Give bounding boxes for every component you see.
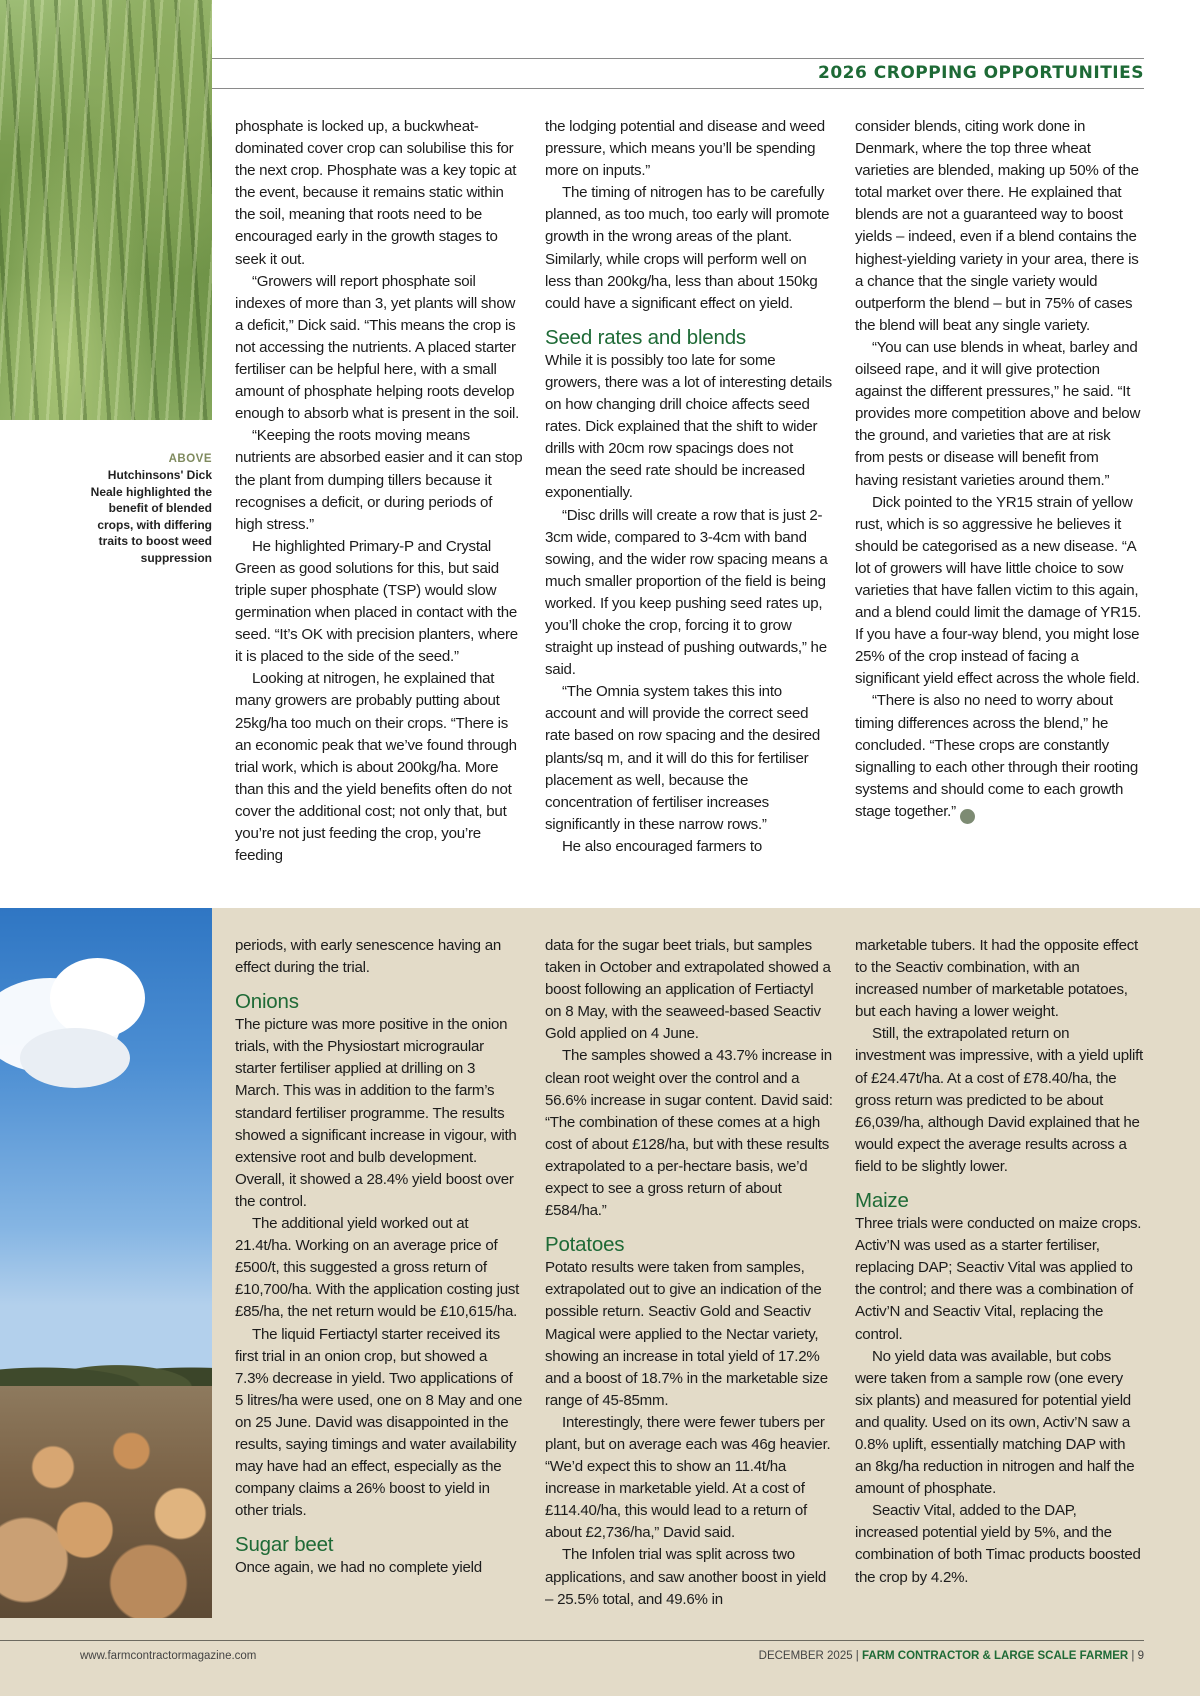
subheading-onions: Onions (235, 990, 299, 1014)
paragraph: “Growers will report phosphate soil indexes of more than 3, yet plants will show a deficit,” Dick said. “This means the crop is not accessing the nutrients. A placed starter fertiliser can be helpful here, with a small amount of phosphate helping roots develop enough to absorb what is present in the soil. (235, 272, 520, 423)
paragraph: “The Omnia system takes this into account and will provide the correct seed rate based on row spacing and the desired plants/sq m, and it will do this for fertiliser placement as well, because the concentration of fertiliser increases significantly in these narrow rows.” (545, 683, 821, 833)
paragraph: periods, with early senescence having an effect during the trial. (235, 937, 502, 977)
paragraph: Interestingly, there were fewer tubers per plant, but on average each was 46g heavier. “We’d expect this to show an 11.4t/ha increase in marketable yield. At a cost of £114.40/ha, this would lead to a return of about £2,736/ha,” David said. (545, 1413, 831, 1542)
paragraph: No yield data was available, but cobs were taken from a sample row (one every six plants) and measured for potential yield and quality. Used on its own, Activ’N saw a 0.8% uplift, essentially matching DAP with an 8kg/ha reduction in nitrogen and half the amount of phosphate. (855, 1347, 1135, 1498)
paragraph: He also encouraged farmers to (562, 837, 762, 855)
photo-caption (86, 451, 212, 566)
subheading-sugar-beet: Sugar beet (235, 1533, 334, 1557)
paragraph (855, 690, 1143, 823)
footer-magazine-name: FARM CONTRACTOR & LARGE SCALE FARMER (862, 1650, 1129, 1662)
onion-field-photo (0, 908, 212, 1618)
header-rule-top (212, 58, 1144, 59)
paragraph: the lodging potential and disease and weed pressure, which means you’ll be spending more on inputs.” (545, 118, 825, 180)
paragraph: The Infolen trial was split across two applications, and saw another boost in yield – 25.5% total, and 49.6% in (545, 1546, 826, 1608)
footer-rule (0, 1640, 1144, 1641)
paragraph: He highlighted Primary-P and Crystal Green as good solutions for this, but said triple super phosphate (TSP) would slow germination when placed in contact with the seed. “It’s OK with precision planters, where it is placed to the side of the seed.” (235, 537, 518, 666)
bottom-column-2 (545, 935, 833, 1611)
paragraph: The additional yield worked out at 21.4t/ha. Working on an average price of £500/t, this suggested a gross return of £10,700/ha. With the application costing just £85/ha, the net return would be £10,615/ha. (235, 1215, 520, 1321)
paragraph: While it is possibly too late for some growers, there was a lot of interesting details on how changing drill choice affects seed rates. Dick explained that the shift to wider drills with 20cm row spacings does not mean the seed rate should be increased exponentially. (545, 351, 832, 502)
page-number: 9 (1137, 1650, 1144, 1662)
top-column-3 (855, 116, 1143, 824)
paragraph: Once again, we had no complete yield (235, 1559, 482, 1577)
footer-issue-info (759, 1650, 1144, 1662)
paragraph: consider blends, citing work done in Denmark, where the top three wheat varieties are blended, making up 50% of the total market over there. He explained that blends are not a guaranteed way to boost yields – indeed, even if a blend contains the highest-yielding variety in your area, there is a chance that the single variety would outperform the blend – but in 75% of cases the blend will beat any single variety. (855, 118, 1139, 334)
paragraph: The samples showed a 43.7% increase in clean root weight over the control and a 56.6% increase in sugar content. David said: “The combination of these comes at a high cost of about £128/ha, but with these results extrapolated to a per-hectare basis, we’d expect to see a gross return of about £584/ha.” (545, 1047, 833, 1220)
header-rule-bottom (212, 88, 1144, 89)
bottom-column-1 (235, 935, 523, 1579)
subheading-potatoes: Potatoes (545, 1233, 625, 1257)
subheading-seed-rates: Seed rates and blends (545, 325, 746, 349)
footer-website-link[interactable]: www.farmcontractormagazine.com (80, 1650, 257, 1662)
bottom-column-3 (855, 935, 1143, 1589)
top-column-1 (235, 116, 523, 867)
paragraph: The timing of nitrogen has to be carefully planned, as too much, too early will promote growth in the wrong areas of the plant. Similarly, while crops will perform well on less than 200kg/ha, less than about 150kg could have a significant effect on yield. (545, 184, 830, 312)
wheat-field-photo (0, 0, 212, 420)
footer-issue-date: DECEMBER 2025 | (758, 1650, 862, 1662)
paragraph: “Disc drills will create a row that is just 2-3cm wide, compared to 3-4cm with band sowing, and the wider row spacing means a much smaller proportion of the field is being worked. If you keep pushing seed rates up, you’ll choke the crop, forcing it to grow straight up instead of pushing outwards,” he said. (545, 506, 828, 679)
paragraph: Still, the extrapolated return on investment was impressive, with a yield uplift of £24.47t/ha. At a cost of £78.40/ha, the gross return was predicted to be about £6,039/ha, although David explained that he would expect the average results across a field to be slightly lower. (855, 1025, 1143, 1175)
paragraph: Seactiv Vital, added to the DAP, increased potential yield by 5%, and the combination of both Timac products boosted the crop by 4.2%. (855, 1502, 1141, 1586)
caption-text: Hutchinsons' Dick Neale highlighted the benefit of blended crops, with differing traits to boost weed suppression (90, 468, 212, 565)
paragraph: Potato results were taken from samples, extrapolated out to give an indication of the possible return. Seactiv Gold and Seactiv Magical were applied to the Nectar variety, showing an increase in total yield of 17.2% and a boost of 18.7% in the marketable size range of 45-85mm. (545, 1259, 828, 1409)
paragraph: marketable tubers. It had the opposite effect to the Seactiv combination, with an increased number of marketable potatoes, but each having a lower weight. (855, 937, 1138, 1021)
paragraph: Three trials were conducted on maize crops. Activ’N was used as a starter fertiliser, replacing DAP; Seactiv Vital was applied to the control; and there was a combination of Activ’N and Seactiv Vital, replacing the control. (855, 1215, 1142, 1343)
paragraph: phosphate is locked up, a buckwheat-dominated cover crop can solubilise this for the next crop. Phosphate was a key topic at the event, because it remains static within the soil, meaning that roots need to be encouraged early in the growth stages to seek it out. (235, 118, 517, 268)
paragraph: data for the sugar beet trials, but samples taken in October and extrapolated showed a boost following an application of Fertiactyl on 8 May, with the seaweed-based Seactiv Gold applied on 4 June. (545, 937, 831, 1043)
article-end-icon: FC (960, 809, 975, 824)
subheading-maize: Maize (855, 1189, 909, 1213)
caption-label: ABOVE (168, 453, 212, 465)
paragraph-text: “There is also no need to worry about timing differences across the blend,” he concluded. “These crops are constantly signalling to each other through their rooting systems and should come to each growth stage together.” (855, 692, 1139, 820)
footer-separator: | (1128, 1650, 1138, 1662)
top-column-2 (545, 116, 833, 858)
section-title: 2026 CROPPING OPPORTUNITIES (818, 63, 1144, 83)
paragraph: Dick pointed to the YR15 strain of yellow rust, which is so aggressive he believes it should be categorised as a new disease. “A lot of growers will have little choice to sow varieties that have fallen victim to this again, and a blend could limit the damage of YR15. If you have a four-way blend, you might lose 25% of the crop instead of facing a significant yield effect across the whole field. (855, 493, 1142, 688)
paragraph: The liquid Fertiactyl starter received its first trial in an onion crop, but showed a 7.3% decrease in yield. Two applications of 5 litres/ha were used, one on 8 May and one on 25 June. David was disappointed in the results, saying timings and water availability may have had an effect, especially as the company claims a 26% boost to yield in other trials. (235, 1325, 523, 1520)
paragraph: Looking at nitrogen, he explained that many growers are probably putting about 25kg/ha too much on their crops. “There is an economic peak that we’ve found through trial work, which is about 200kg/ha. More than this and the yield benefits often do not cover the additional cost; not only that, but you’re not just feeding the crop, you’re feeding (235, 670, 517, 865)
paragraph: “You can use blends in wheat, barley and oilseed rape, and it will give protection against the different pressures,” he said. “It provides more competition above and below the ground, and varieties that are at risk from pests or disease will benefit from having resistant varieties around them.” (855, 338, 1141, 489)
paragraph: The picture was more positive in the onion trials, with the Physiostart micrograular starter fertiliser applied at drilling on 3 March. This was in addition to the farm’s standard fertiliser programme. The results showed a significant increase in vigour, with extensive root and bulb development. Overall, it showed a 28.4% yield boost over the control. (235, 1016, 517, 1210)
paragraph: “Keeping the roots moving means nutrients are absorbed easier and it can stop the plant from dumping tillers because it recognises a deficit, or during periods of high stress.” (235, 427, 523, 533)
